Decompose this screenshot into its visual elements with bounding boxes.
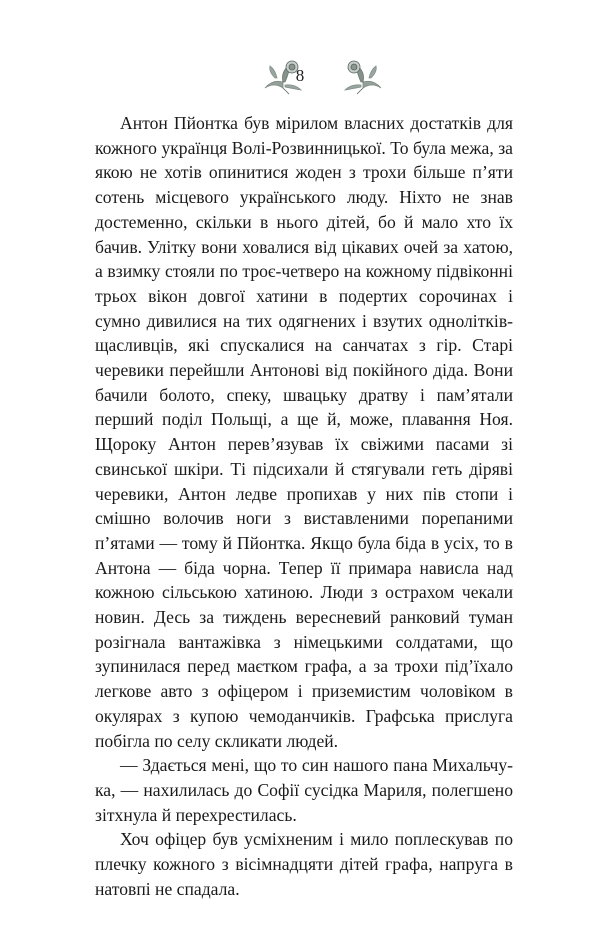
paragraph: Антон Пйонтка був мірилом власних достатків для кожного українця Волі-Розвинницької. То була межа, за якою не хотів опинитися жоден з трохи більше п’яти сотень місцевого українського люду. Ніхто не знав достеменно, скільки в нього дітей, бо й мало хто їх бачив. Улітку вони ховалися від цікавих очей за хатою, а взимку стояли по троє-четверо на кожному підвіконні трьох вікон довгої хатини в подертих сорочинах і сумно дивилися на тих одягнених і взутих однолітків-щасливців, які спускалися на санчатах з гір. Старі черевики перейшли Антонові від покійного діда. Вони бачили болото, спеку, швацьку дратву і пам’ятали перший поділ Польщі, а ще й, може, плавання Ноя. Щороку Антон перев’язував їх свіжими пасами зі свинської шкіри. Ті підсихали й стягували геть діряві черевики, Антон ледве пропихав у них пів стопи і смішно волочив ноги з виставленими порепаними п’ятами — тому й Пйонтка. Якщо була біда в усіх, то в Антона — біда чорна. Тепер її примара нависла над кожною сільською хатиною. Люди з острахом чекали новин. Десь за тиждень вересневий ранковий туман розігнала вантажівка з німецькими солдатами, що зупинилася перед маєтком графа, а за трохи під’їхало легкове авто з офіцером і приземистим чоловіком в окулярах з купою чемоданчиків. Графська прислуга побігла по селу скликати людей.: [95, 113, 513, 751]
page-number: 8: [295, 66, 305, 85]
paragraph: Хоч офіцер був усміхненим і мило поплескував по плечку кожного з вісімнадцяти дітей графа, напруга в натовпі не спадала.: [95, 829, 513, 899]
paragraph: — Здається мені, що то син нашого пана Михальчука, — нахилилась до Софії сусідка Мариля, полегшено зітхнула й перехрестилась.: [95, 755, 513, 825]
body-text: [95, 111, 513, 902]
